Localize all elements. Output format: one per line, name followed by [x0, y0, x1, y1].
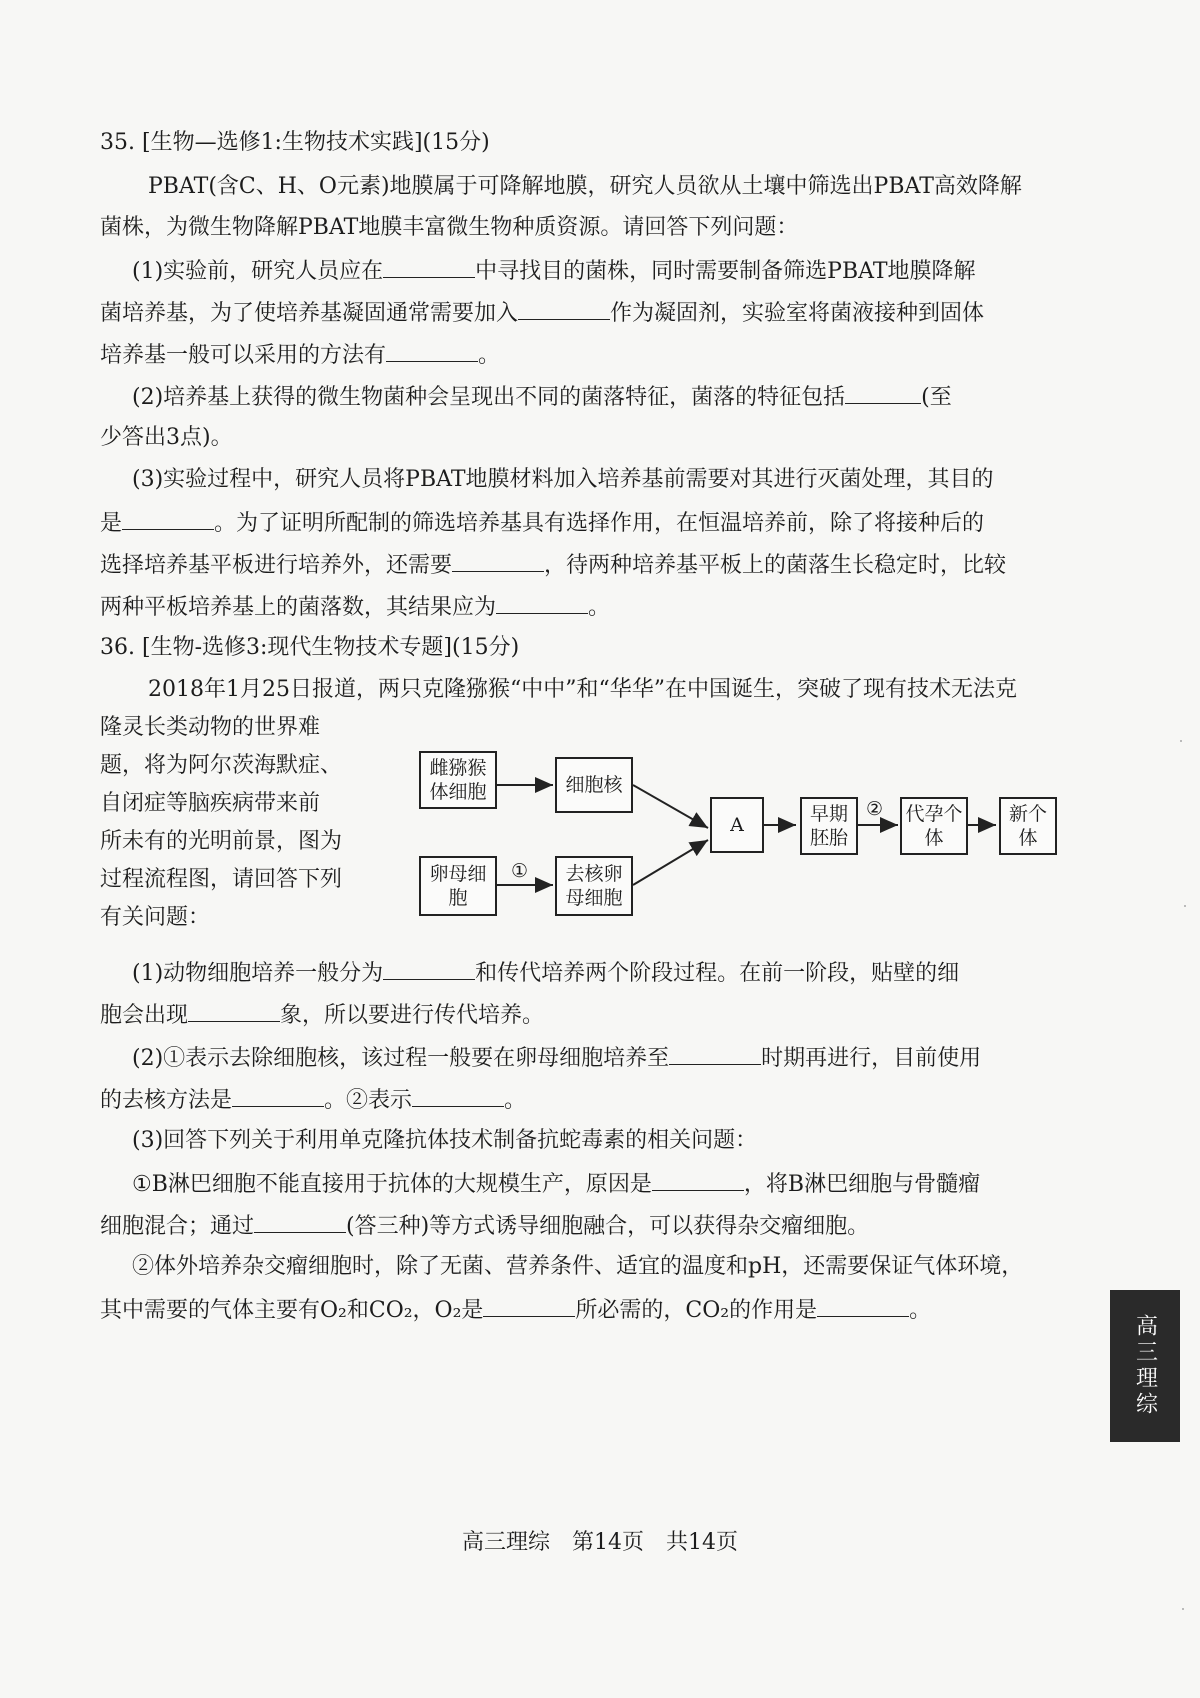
q36-p2-line1: (2)①表示去除细胞核，该过程一般要在卵母细胞培养至 时期再进行，目前使用	[132, 1042, 981, 1074]
arrow-nucleus-to-a	[633, 785, 708, 828]
box-a: A	[710, 797, 764, 853]
answer-blank	[483, 1294, 575, 1317]
q35-p3-line2: 是 。为了证明所配制的筛选培养基具有选择作用，在恒温培养前，除了将接种后的	[100, 507, 984, 539]
q35-heading: 35. [生物—选修1:生物技术实践](15分)	[100, 130, 490, 155]
q35-intro-line1: PBAT(含C、H、O元素)地膜属于可降解地膜，研究人员欲从土壤中筛选出PBAT高效降解	[148, 174, 1022, 199]
answer-blank	[817, 1294, 909, 1317]
subject-side-tab: 高三理综	[1110, 1290, 1180, 1442]
q36-intro-line3: 题，将为阿尔茨海默症、	[100, 753, 343, 778]
q36-intro-line7: 有关问题：	[100, 905, 211, 930]
q36-intro-line5: 所未有的光明前景，图为	[100, 829, 343, 854]
page-footer: 高三理综 第14页 共14页	[462, 1530, 738, 1555]
box-new-individual: 新个体	[999, 797, 1057, 855]
answer-blank	[669, 1042, 761, 1065]
q35-p2-line2: 少答出3点)。	[100, 425, 233, 450]
q36-intro-line1: 2018年1月25日报道，两只克隆猕猴“中中”和“华华”在中国诞生，突破了现有技术无法克	[148, 677, 1017, 702]
box-female-somatic-cell: 雌猕猴体细胞	[419, 751, 497, 809]
step-1-label: ①	[511, 860, 529, 882]
q36-p2-line2: 的去核方法是 。②表示 。	[100, 1084, 526, 1116]
q35-p3-line1: (3)实验过程中，研究人员将PBAT地膜材料加入培养基前需要对其进行灭菌处理，其目的	[132, 467, 994, 492]
answer-blank	[412, 1084, 504, 1107]
box-enucleated-oocyte: 去核卵母细胞	[555, 856, 633, 916]
box-nucleus: 细胞核	[555, 757, 633, 813]
q36-p3-1-line2: 细胞混合；通过 (答三种)等方式诱导细胞融合，可以获得杂交瘤细胞。	[100, 1210, 869, 1242]
q35-p1-line1: (1)实验前，研究人员应在 中寻找目的菌株，同时需要制备筛选PBAT地膜降解	[132, 255, 976, 287]
scan-speck	[1184, 905, 1186, 907]
step-2-label: ②	[866, 798, 884, 820]
q36-p3-1-line1: ①B淋巴细胞不能直接用于抗体的大规模生产，原因是 ，将B淋巴细胞与骨髓瘤	[132, 1168, 980, 1200]
q36-intro-line4: 自闭症等脑疾病带来前	[100, 791, 321, 816]
answer-blank	[383, 957, 475, 980]
q36-p1-line2: 胞会出现 象，所以要进行传代培养。	[100, 999, 544, 1031]
q36-p3-2-line1: ②体外培养杂交瘤细胞时，除了无菌、营养条件、适宜的温度和pH，还需要保证气体环境，	[132, 1254, 1024, 1279]
q35-p3-line3: 选择培养基平板进行培养外，还需要 ，待两种培养基平板上的菌落生长稳定时，比较	[100, 549, 1006, 581]
q36-p1-line1: (1)动物细胞培养一般分为 和传代培养两个阶段过程。在前一阶段，贴壁的细	[132, 957, 959, 989]
box-surrogate: 代孕个体	[900, 797, 968, 855]
q35-p2-line1: (2)培养基上获得的微生物菌种会呈现出不同的菌落特征，菌落的特征包括 (至	[132, 381, 952, 413]
q36-intro-line6: 过程流程图，请回答下列	[100, 867, 343, 892]
answer-blank	[232, 1084, 324, 1107]
box-early-embryo: 早期胚胎	[800, 797, 858, 855]
q36-intro-line2: 隆灵长类动物的世界难	[100, 715, 321, 740]
q35-p1-line3: 培养基一般可以采用的方法有 。	[100, 339, 500, 371]
arrow-enucleated-to-a	[633, 840, 708, 885]
answer-blank	[188, 999, 280, 1022]
q36-heading: 36. [生物-选修3:现代生物技术专题](15分)	[100, 635, 520, 660]
q35-p1-line2: 菌培养基，为了使培养基凝固通常需要加入 作为凝固剂，实验室将菌液接种到固体	[100, 297, 984, 329]
q36-p3-heading: (3)回答下列关于利用单克隆抗体技术制备抗蛇毒素的相关问题：	[132, 1128, 758, 1153]
scan-speck	[1182, 1608, 1184, 1610]
answer-blank	[254, 1210, 346, 1233]
answer-blank	[652, 1168, 744, 1191]
q35-intro-line2: 菌株，为微生物降解PBAT地膜丰富微生物种质资源。请回答下列问题：	[100, 215, 799, 240]
box-oocyte: 卵母细胞	[419, 856, 497, 916]
q35-p3-line4: 两种平板培养基上的菌落数，其结果应为 。	[100, 591, 610, 623]
q36-p3-2-line2: 其中需要的气体主要有O₂和CO₂，O₂是 所必需的，CO₂的作用是 。	[100, 1294, 931, 1326]
scan-speck	[1180, 740, 1182, 742]
